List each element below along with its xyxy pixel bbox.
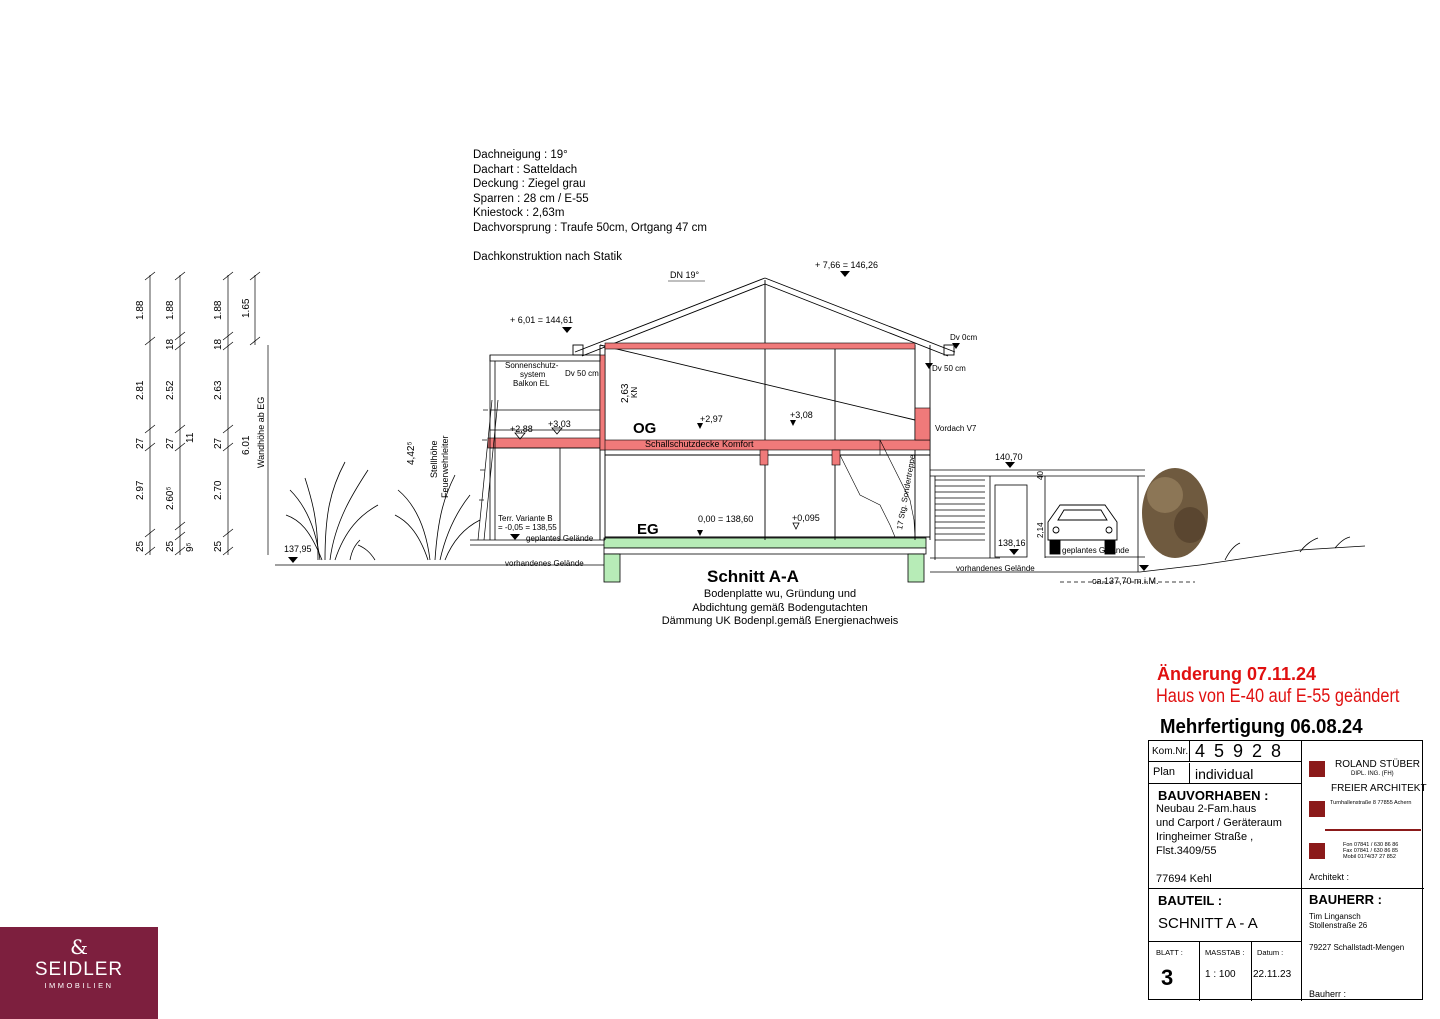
change-title: Änderung 07.11.24 — [1157, 664, 1317, 684]
dim-label: 18 — [213, 338, 224, 350]
dimension-texts — [135, 298, 450, 552]
level-label: +2,97 — [700, 414, 723, 424]
floor-eg: EG — [637, 521, 659, 538]
section-note: Bodenplatte wu, Gründung und — [703, 588, 857, 600]
section-title: Schnitt A-A — [707, 567, 799, 586]
terrain-label: vorhandenes Gelände — [505, 559, 584, 568]
project-line: und Carport / Geräteraum — [1156, 817, 1282, 829]
level-label: +3,08 — [790, 410, 813, 420]
dim-label: 2.52 — [165, 380, 176, 400]
knee-label: KN — [630, 386, 639, 398]
component-value: SCHNITT A - A — [1158, 915, 1258, 932]
date-label: Datum : — [1257, 948, 1284, 957]
client-street: Stollenstraße 26 — [1309, 921, 1368, 930]
client-signature: Bauherr : — [1309, 989, 1347, 999]
architect-mobile: Mobil 0174/37 27 852 — [1343, 854, 1396, 860]
architect-name: ROLAND STÜBER — [1335, 759, 1421, 770]
note-line: Dachvorsprung : Traufe 50cm, Ortgang 47 cm — [473, 221, 707, 234]
title-block — [1148, 740, 1427, 1000]
dim-label: 1.88 — [165, 300, 176, 320]
level-label: 137,95 — [284, 544, 312, 554]
architect-square-icon — [1309, 843, 1325, 859]
client-name: Tim Lingansch — [1309, 912, 1361, 921]
dim-label: 9⁵ — [185, 542, 196, 552]
terrain-label: vorhandenes Gelände — [956, 564, 1035, 573]
dim-label: 11 — [185, 432, 196, 443]
stairs-label: 17 Stg. Sondertreppe — [895, 453, 918, 531]
overhang-label: Dv 50 cm — [932, 364, 966, 373]
logo-mark: & — [70, 935, 88, 959]
logo-name: SEIDLER — [34, 959, 124, 980]
section-note: Dämmung UK Bodenpl.gemäß Energienachweis — [661, 615, 899, 627]
dim-label: 27 — [135, 437, 146, 449]
canopy-label: Vordach V7 — [935, 424, 977, 433]
architect-address: Turnhallenstraße 8 77855 Achern — [1330, 800, 1412, 806]
sheet-value: 3 — [1161, 965, 1174, 990]
eaves-level: + 6,01 = 144,61 — [510, 315, 574, 325]
sheet-label: BLATT : — [1156, 948, 1183, 957]
note-line: Deckung : Ziegel grau — [473, 178, 586, 190]
architect-label: Architekt : — [1309, 872, 1350, 882]
terrace-label: Terr. Variante B — [498, 514, 553, 523]
ladder-value: 4,42⁵ — [406, 441, 417, 465]
dim-label: 1.65 — [241, 298, 252, 318]
architect-fax: Fax 07841 / 630 86 85 — [1343, 848, 1399, 854]
dim-label: 27 — [165, 437, 176, 449]
section-notes — [640, 588, 920, 629]
dim-label: 18 — [165, 338, 176, 350]
architect-role: FREIER ARCHITEKT — [1331, 783, 1427, 794]
dim-label: 2.97 — [135, 480, 146, 500]
plan-label: Plan — [1153, 766, 1176, 778]
level-label: 0,00 = 138,60 — [698, 514, 754, 524]
level-label: 140,70 — [995, 452, 1023, 462]
note-line: Kniestock : 2,63m — [473, 207, 565, 219]
client-city: 79227 Schallstadt-Mengen — [1309, 943, 1405, 952]
overhang-label: Dv 0cm — [950, 333, 978, 342]
change-description: Haus von E-40 auf E-55 geändert — [1156, 686, 1400, 707]
architect-square-icon — [1309, 801, 1325, 817]
level-label: +2,88 — [510, 424, 533, 434]
kom-label: Kom.Nr. — [1152, 746, 1189, 757]
knee-height: 2,63 — [620, 383, 631, 403]
wall-height-label: Wandhöhe ab EG — [256, 396, 266, 468]
house-walls — [600, 280, 930, 540]
scale-label: MASSTAB : — [1205, 948, 1245, 957]
terrain-label: geplantes Gelände — [1062, 546, 1130, 555]
kom-value: 4 5 9 2 8 — [1195, 741, 1284, 761]
ladder-label: Stellhöhe — [429, 440, 439, 478]
section-note: Abdichtung gemäß Bodengutachten — [692, 601, 868, 614]
ridge-level: + 7,66 = 146,26 — [815, 260, 879, 270]
scale-value: 1 : 100 — [1205, 969, 1236, 980]
roof-pitch-label: DN 19° — [670, 270, 700, 280]
component-label: BAUTEIL : — [1158, 893, 1223, 908]
architect-square-icon — [1309, 761, 1325, 777]
sunshade-label: Sonnenschutz- — [505, 361, 559, 370]
dim-label: 2.60⁵ — [165, 486, 176, 510]
floor-og: OG — [633, 420, 657, 437]
dim-label: 1.88 — [213, 300, 224, 320]
overhang-label: Dv 50 cm — [565, 369, 599, 378]
sunshade-label: Balkon EL — [513, 379, 550, 388]
note-line: Dachart : Satteldach — [473, 163, 578, 176]
dim-label: 25 — [165, 540, 176, 552]
dim-label: 2.70 — [213, 480, 224, 500]
dim-label: 25 — [213, 540, 224, 552]
client-label: BAUHERR : — [1309, 892, 1382, 907]
note-line: Dachkonstruktion nach Statik — [473, 250, 622, 263]
project-line: Iringheimer Straße , — [1156, 831, 1254, 843]
dim-label: 2.63 — [213, 380, 224, 400]
ladder-label: Feuerwehrleiter — [440, 435, 450, 498]
plan-value: individual — [1195, 766, 1254, 782]
seidler-logo — [0, 927, 158, 1019]
project-line: Flst.3409/55 — [1156, 845, 1217, 857]
height-label: 2,14 — [1036, 522, 1045, 538]
level-label: 138,16 — [998, 538, 1026, 548]
terrace-label: = -0,05 = 138,55 — [498, 523, 557, 532]
dim-label: 1.88 — [135, 300, 146, 320]
project-city: 77694 Kehl — [1156, 873, 1212, 885]
height-label: 40 — [1036, 471, 1045, 480]
ceiling-label: Schallschutzdecke Komfort — [645, 439, 754, 449]
project-label: BAUVORHABEN : — [1158, 788, 1269, 803]
sea-level-label: ca.137,70 m.i.M. — [1092, 576, 1159, 586]
project-line: Neubau 2-Fam.haus — [1156, 803, 1257, 815]
note-line: Dachneigung : 19° — [473, 149, 568, 161]
dim-label: 2.81 — [135, 380, 146, 400]
architect-phone: Fon 07841 / 630 86 86 — [1343, 842, 1399, 848]
dim-label: 6.01 — [241, 435, 252, 455]
dim-label: 25 — [135, 540, 146, 552]
level-label: +0,095 — [792, 513, 820, 523]
terrain-label: geplantes Gelände — [526, 534, 594, 543]
logo-subtitle: IMMOBILIEN — [44, 981, 114, 990]
note-line: Sparren : 28 cm / E-55 — [473, 192, 589, 205]
architect-title: DIPL. ING. (FH) — [1351, 771, 1394, 777]
sunshade-label: system — [520, 370, 546, 379]
tree-icon — [1142, 468, 1208, 558]
dim-label: 27 — [213, 437, 224, 449]
copy-date: Mehrfertigung 06.08.24 — [1160, 716, 1363, 738]
date-value: 22.11.23 — [1253, 969, 1292, 980]
level-label: +3,03 — [548, 419, 571, 429]
